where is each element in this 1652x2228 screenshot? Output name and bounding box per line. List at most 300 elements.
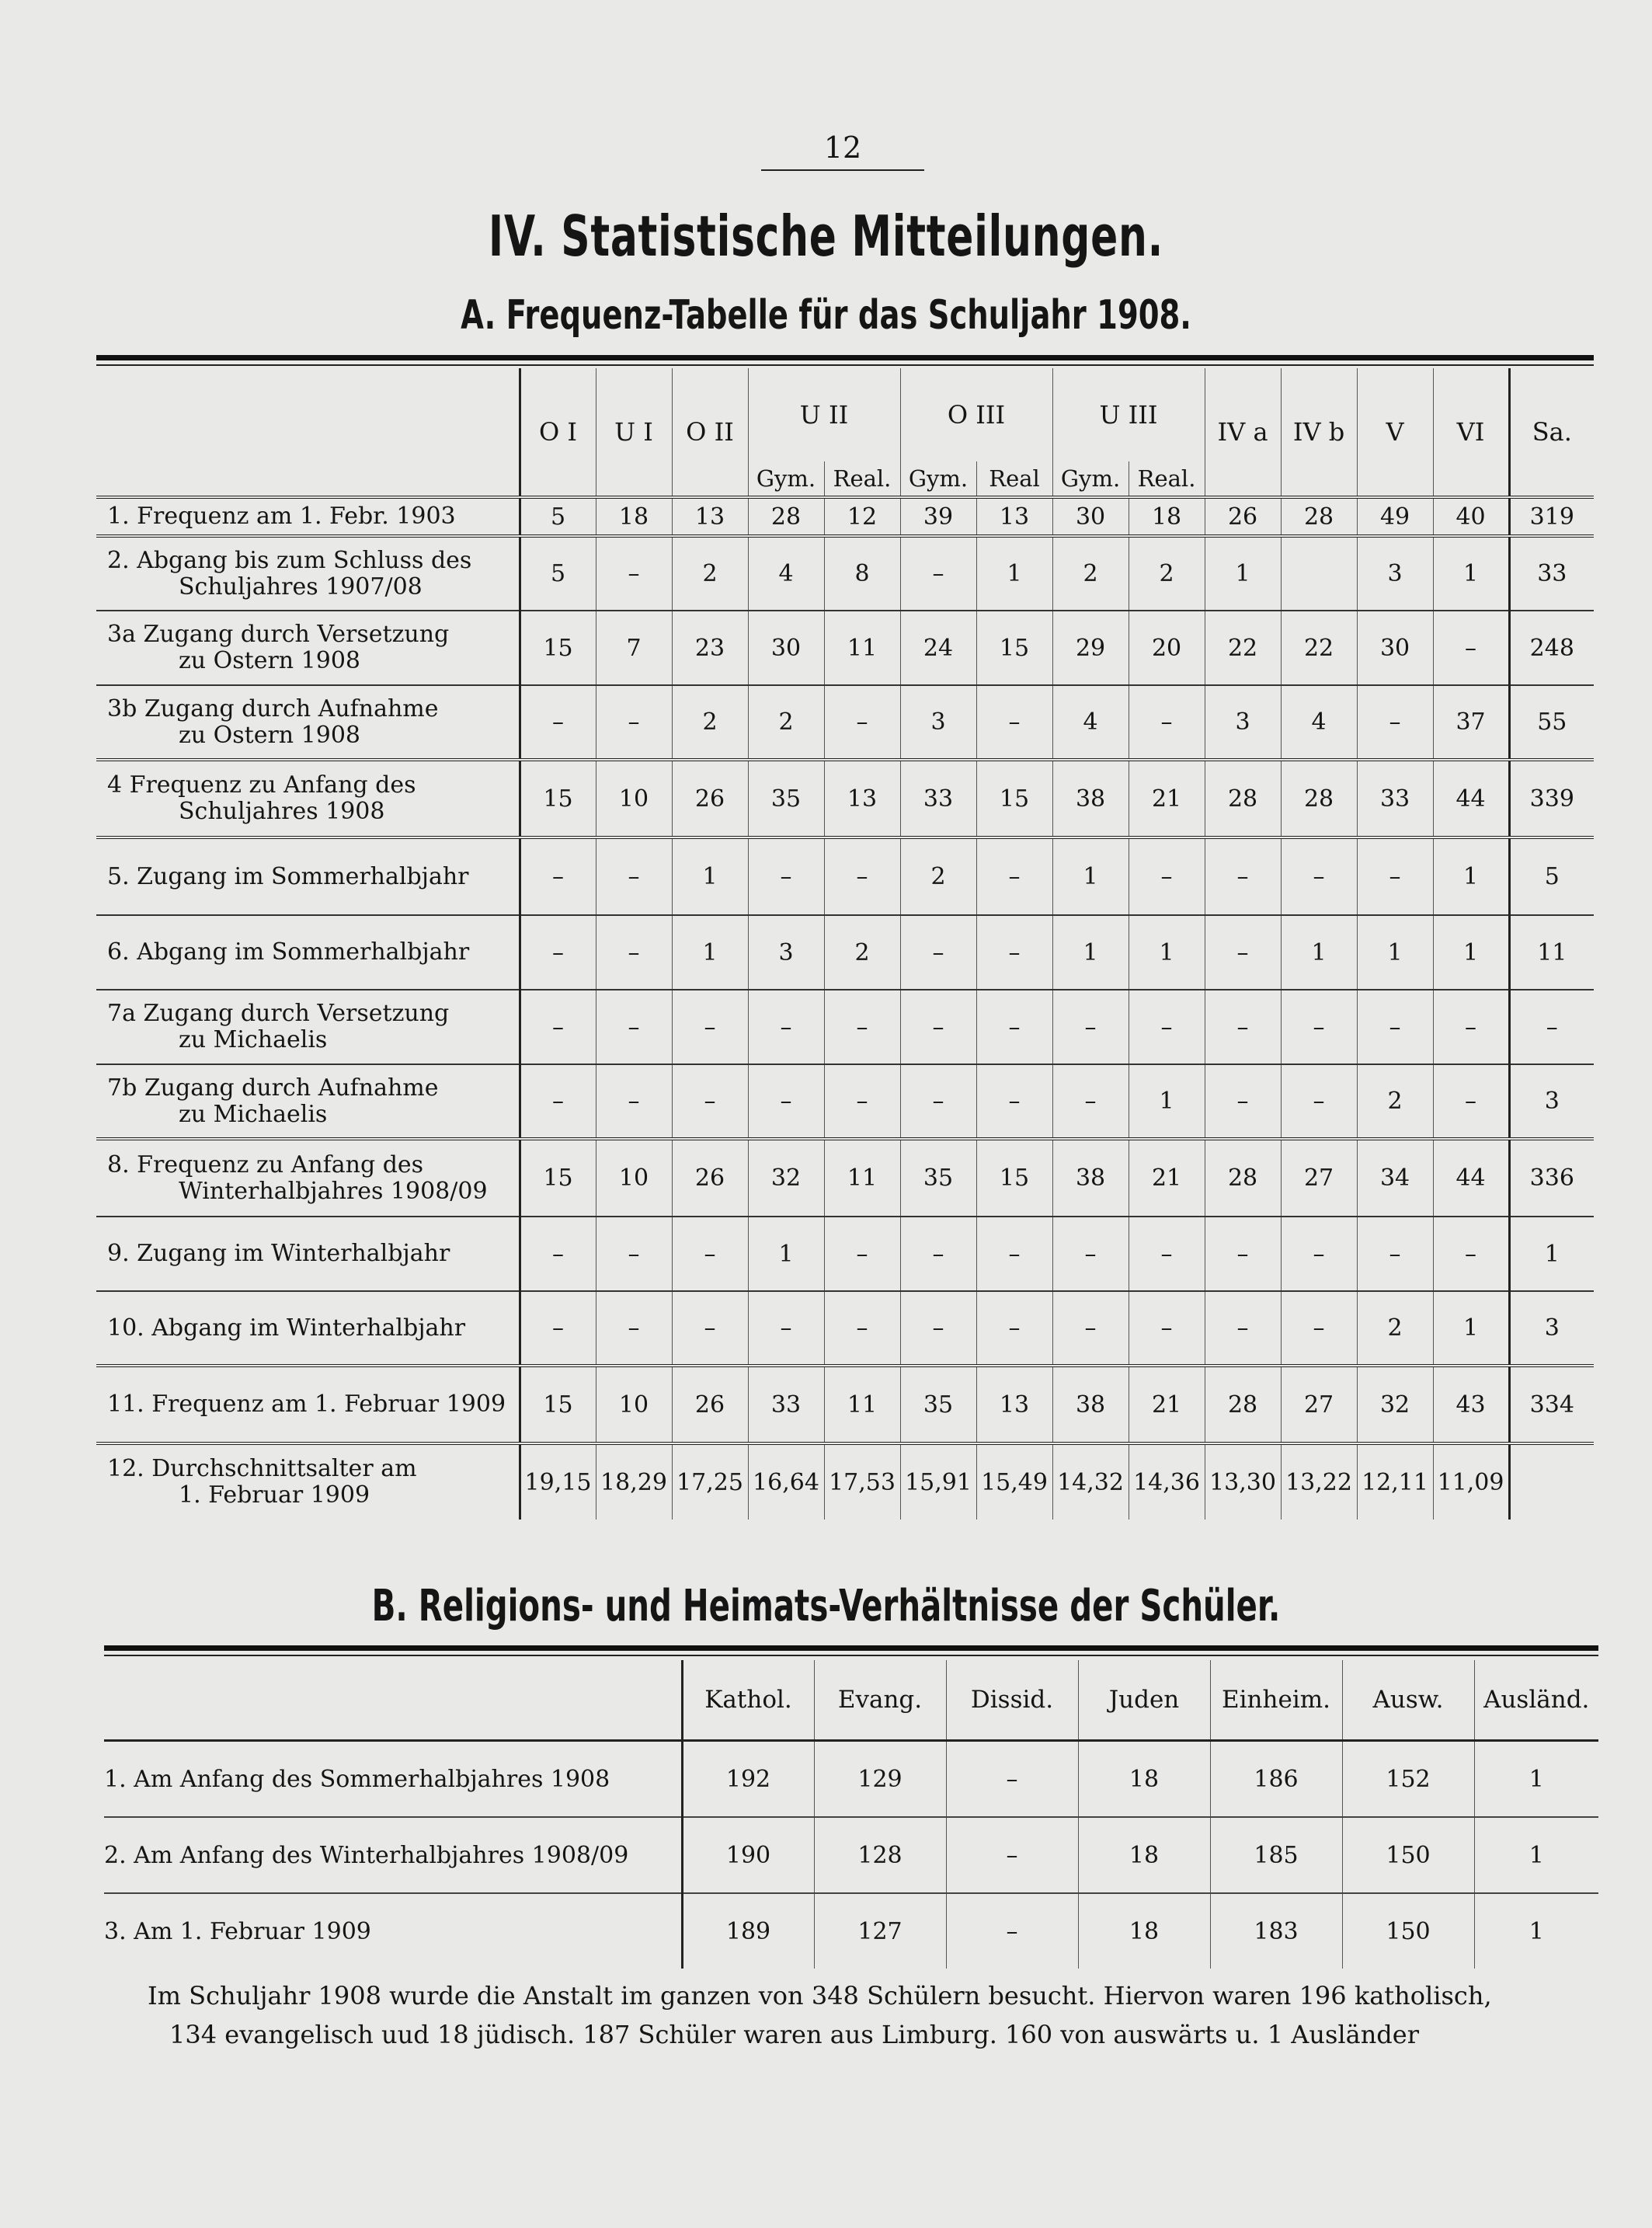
col-header: O III (900, 368, 1052, 461)
value-cell: – (824, 1291, 900, 1366)
row-label (96, 760, 520, 837)
table-row (96, 760, 1594, 837)
value-cell: – (976, 1291, 1052, 1366)
row-label (96, 1366, 520, 1443)
value-cell: 44 (1433, 1139, 1509, 1217)
value-cell: 15 (520, 760, 596, 837)
value-cell: 33 (900, 760, 976, 837)
value-cell: 1 (1474, 1741, 1598, 1818)
value-cell: – (748, 1291, 824, 1366)
value-cell: – (824, 1064, 900, 1139)
footnote-line-1: Im Schuljahr 1908 wurde die Anstalt im ganzen von 348 Schülern besucht. Hiervon waren 196 katholisch, (148, 1981, 1492, 2010)
row-label-line-2: zu Michaelis (179, 1026, 328, 1053)
row-label (96, 915, 520, 990)
value-cell: – (596, 915, 672, 990)
value-cell: 1 (1433, 1291, 1509, 1366)
col-header: Einheim. (1210, 1660, 1342, 1741)
row-label-line-2: Winterhalbjahres 1908/09 (179, 1177, 488, 1205)
page-number-rule (761, 169, 924, 171)
value-cell: 13 (976, 1366, 1052, 1443)
value-cell: 1 (1052, 837, 1129, 915)
value-cell: 27 (1281, 1366, 1357, 1443)
col-header: Evang. (814, 1660, 946, 1741)
value-cell: 1 (1474, 1817, 1598, 1893)
value-cell: – (1357, 837, 1433, 915)
value-cell: 34 (1357, 1139, 1433, 1217)
value-cell: 17,25 (672, 1443, 748, 1520)
value-cell: 35 (748, 760, 824, 837)
value-cell: 26 (672, 1366, 748, 1443)
value-cell: – (520, 915, 596, 990)
value-cell: 21 (1129, 1139, 1205, 1217)
total-cell: 3 (1509, 1291, 1594, 1366)
table-row (96, 915, 1594, 990)
row-label (96, 1217, 520, 1291)
value-cell: – (748, 990, 824, 1064)
section-b-heading: B. Religions- und Heimats-Verhältnisse der Schüler. (371, 1581, 1281, 1631)
row-label (96, 990, 520, 1064)
value-cell: 13 (672, 497, 748, 536)
value-cell: – (1129, 990, 1205, 1064)
table-row (96, 1366, 1594, 1443)
value-cell: 26 (672, 1139, 748, 1217)
row-label-line-1: 5. Zugang im Sommerhalbjahr (107, 862, 469, 890)
value-cell: 10 (596, 1366, 672, 1443)
subcol-header: Gym. (1052, 461, 1129, 497)
value-cell: 2 (672, 685, 748, 760)
col-header: Ausw. (1342, 1660, 1474, 1741)
row-label (96, 1291, 520, 1366)
value-cell: – (1281, 837, 1357, 915)
row-label-line-1: 10. Abgang im Winterhalbjahr (107, 1314, 466, 1342)
value-cell: 35 (900, 1366, 976, 1443)
value-cell: 4 (748, 536, 824, 611)
row-label (96, 1139, 520, 1217)
value-cell: 1 (1205, 536, 1281, 611)
value-cell: – (824, 685, 900, 760)
value-cell: 1 (1357, 915, 1433, 990)
col-header: U I (596, 368, 672, 497)
value-cell: 13,30 (1205, 1443, 1281, 1520)
value-cell: 2 (1129, 536, 1205, 611)
section-b-top-thin-rule (104, 1655, 1598, 1656)
value-cell: 15 (520, 1139, 596, 1217)
value-cell: 14,36 (1129, 1443, 1205, 1520)
value-cell: 11 (824, 611, 900, 685)
value-cell: 18 (1078, 1893, 1210, 1969)
value-cell: 22 (1281, 611, 1357, 685)
value-cell: 49 (1357, 497, 1433, 536)
row-label (96, 611, 520, 685)
total-cell: 339 (1509, 760, 1594, 837)
table-row (104, 1741, 1598, 1818)
value-cell: – (1052, 990, 1129, 1064)
value-cell: 4 (1052, 685, 1129, 760)
col-header-total: Sa. (1509, 368, 1594, 497)
col-header: IV b (1281, 368, 1357, 497)
table-row (96, 536, 1594, 611)
value-cell: – (596, 990, 672, 1064)
row-label (96, 536, 520, 611)
value-cell: 3 (748, 915, 824, 990)
value-cell: 186 (1210, 1741, 1342, 1818)
value-cell: – (1129, 1217, 1205, 1291)
value-cell: 1 (1129, 915, 1205, 990)
value-cell: – (520, 837, 596, 915)
value-cell: – (1433, 1064, 1509, 1139)
value-cell: 28 (1205, 760, 1281, 837)
value-cell: 2 (672, 536, 748, 611)
value-cell: – (900, 915, 976, 990)
subcol-header: Real (976, 461, 1052, 497)
value-cell: 150 (1342, 1893, 1474, 1969)
value-cell: – (976, 1064, 1052, 1139)
value-cell: – (520, 1217, 596, 1291)
total-cell: 334 (1509, 1366, 1594, 1443)
value-cell: 129 (814, 1741, 946, 1818)
section-a-top-thin-rule (96, 364, 1594, 366)
col-header: Ausländ. (1483, 1686, 1590, 1714)
value-cell: 2 (1357, 1064, 1433, 1139)
col-header: IV a (1205, 368, 1281, 497)
value-cell: – (976, 685, 1052, 760)
col-header: V (1357, 368, 1433, 497)
value-cell: 1 (1474, 1893, 1598, 1969)
row-label: 2. Am Anfang des Winterhalbjahres 1908/09 (104, 1817, 682, 1893)
footnote-line-2: 134 evangelisch uud 18 jüdisch. 187 Schüler waren aus Limburg. 160 von auswärts u. 1 Ausländer (169, 2020, 1420, 2049)
total-cell: 55 (1509, 685, 1594, 760)
value-cell: 15 (976, 1139, 1052, 1217)
value-cell: 39 (900, 497, 976, 536)
value-cell: 15 (976, 760, 1052, 837)
table-row (96, 990, 1594, 1064)
value-cell: 152 (1342, 1741, 1474, 1818)
value-cell: 2 (824, 915, 900, 990)
row-label-line-1: 3a Zugang durch Versetzung (107, 621, 450, 648)
value-cell: – (1129, 837, 1205, 915)
total-cell: 5 (1509, 837, 1594, 915)
value-cell: 22 (1205, 611, 1281, 685)
total-cell: 336 (1509, 1139, 1594, 1217)
value-cell: – (946, 1817, 1078, 1893)
value-cell: 26 (1205, 497, 1281, 536)
value-cell: – (1129, 1291, 1205, 1366)
value-cell: 7 (596, 611, 672, 685)
value-cell: 28 (1205, 1366, 1281, 1443)
value-cell: – (1052, 1217, 1129, 1291)
total-cell (1509, 1443, 1594, 1520)
table-row (96, 1064, 1594, 1139)
row-label-line-2: zu Ostern 1908 (179, 721, 361, 749)
value-cell: 33 (748, 1366, 824, 1443)
value-cell: 15 (976, 611, 1052, 685)
value-cell: – (976, 915, 1052, 990)
value-cell: – (596, 536, 672, 611)
value-cell: 19,15 (520, 1443, 596, 1520)
row-label-line-1: 3b Zugang durch Aufnahme (107, 695, 439, 722)
value-cell: 2 (1052, 536, 1129, 611)
value-cell: – (900, 990, 976, 1064)
row-label-line-2: 1. Februar 1909 (179, 1481, 370, 1509)
value-cell: – (520, 685, 596, 760)
value-cell: 11,09 (1433, 1443, 1509, 1520)
value-cell: 38 (1052, 1366, 1129, 1443)
table-row (96, 1443, 1594, 1520)
table-a-body (96, 497, 1594, 1520)
row-label: 1. Am Anfang des Sommerhalbjahres 1908 (104, 1741, 682, 1818)
value-cell: 30 (1052, 497, 1129, 536)
value-cell: – (976, 837, 1052, 915)
value-cell: 3 (1357, 536, 1433, 611)
value-cell: 13,22 (1281, 1443, 1357, 1520)
total-cell: 33 (1509, 536, 1594, 611)
value-cell: – (520, 990, 596, 1064)
value-cell: 1 (1433, 915, 1509, 990)
table-row (96, 1139, 1594, 1217)
value-cell: – (1052, 1291, 1129, 1366)
col-header: Kathol. (682, 1660, 814, 1741)
value-cell: 1 (1052, 915, 1129, 990)
value-cell: – (900, 536, 976, 611)
value-cell: 127 (814, 1893, 946, 1969)
value-cell: 11 (824, 1139, 900, 1217)
main-heading: IV. Statistische Mitteilungen. (488, 204, 1164, 269)
value-cell: – (672, 990, 748, 1064)
row-label: 3. Am 1. Februar 1909 (104, 1893, 682, 1969)
value-cell: 15 (520, 1366, 596, 1443)
value-cell: – (1205, 990, 1281, 1064)
value-cell (1281, 536, 1357, 611)
value-cell: 18 (1078, 1817, 1210, 1893)
value-cell: – (1281, 990, 1357, 1064)
value-cell: 1 (1433, 837, 1509, 915)
total-cell: 3 (1509, 1064, 1594, 1139)
value-cell: – (1281, 1291, 1357, 1366)
value-cell: 128 (814, 1817, 946, 1893)
value-cell: 35 (900, 1139, 976, 1217)
subcol-header: Gym. (900, 461, 976, 497)
value-cell: – (900, 1291, 976, 1366)
value-cell: 1 (748, 1217, 824, 1291)
value-cell: 1 (672, 837, 748, 915)
value-cell: 3 (900, 685, 976, 760)
value-cell: – (976, 990, 1052, 1064)
value-cell: 18,29 (596, 1443, 672, 1520)
table-b-header-row (104, 1660, 1598, 1741)
value-cell: 14,32 (1052, 1443, 1129, 1520)
col-header: VI (1433, 368, 1509, 497)
value-cell: 11 (824, 1366, 900, 1443)
total-cell: 1 (1509, 1217, 1594, 1291)
value-cell: – (672, 1291, 748, 1366)
value-cell: 29 (1052, 611, 1129, 685)
value-cell: 12,11 (1357, 1443, 1433, 1520)
section-a-top-rule (96, 355, 1594, 360)
value-cell: 1 (1129, 1064, 1205, 1139)
religion-home-table (104, 1660, 1598, 1969)
value-cell: 15,49 (976, 1443, 1052, 1520)
value-cell: 189 (682, 1893, 814, 1969)
table-row (96, 1217, 1594, 1291)
value-cell: – (672, 1217, 748, 1291)
value-cell: – (1433, 990, 1509, 1064)
value-cell: 33 (1357, 760, 1433, 837)
value-cell: – (946, 1741, 1078, 1818)
value-cell: 37 (1433, 685, 1509, 760)
value-cell: 150 (1342, 1817, 1474, 1893)
row-label-line-1: 9. Zugang im Winterhalbjahr (107, 1240, 450, 1267)
col-header: O I (520, 368, 596, 497)
table-row (104, 1817, 1598, 1893)
value-cell: – (1205, 837, 1281, 915)
value-cell: 2 (900, 837, 976, 915)
col-header: U III (1052, 368, 1205, 461)
section-a-heading: A. Frequenz-Tabelle für das Schuljahr 1908. (461, 292, 1191, 339)
table-row (96, 611, 1594, 685)
value-cell: 10 (596, 1139, 672, 1217)
row-label-line-2: Schuljahres 1908 (179, 798, 385, 825)
value-cell: 26 (672, 760, 748, 837)
value-cell: 13 (824, 760, 900, 837)
value-cell: 2 (748, 685, 824, 760)
summary-footnote (148, 1976, 1569, 2054)
total-cell: – (1509, 990, 1594, 1064)
value-cell: 43 (1433, 1366, 1509, 1443)
value-cell: – (748, 1064, 824, 1139)
value-cell: – (1281, 1064, 1357, 1139)
col-header: Juden (1078, 1660, 1210, 1741)
value-cell: 23 (672, 611, 748, 685)
value-cell: – (596, 1291, 672, 1366)
header-blank (104, 1660, 682, 1741)
value-cell: – (596, 1217, 672, 1291)
subcol-header: Gym. (748, 461, 824, 497)
value-cell: 13 (976, 497, 1052, 536)
value-cell: 30 (748, 611, 824, 685)
value-cell: – (976, 1217, 1052, 1291)
value-cell: 8 (824, 536, 900, 611)
row-label-line-1: 12. Durchschnittsalter am (107, 1455, 417, 1482)
col-header: O II (672, 368, 748, 497)
value-cell: 4 (1281, 685, 1357, 760)
page-number: 12 (823, 131, 862, 165)
table-row (96, 685, 1594, 760)
value-cell: – (520, 1064, 596, 1139)
value-cell: – (1357, 685, 1433, 760)
value-cell: – (1205, 1291, 1281, 1366)
value-cell: 5 (520, 497, 596, 536)
value-cell: 40 (1433, 497, 1509, 536)
value-cell: 2 (1357, 1291, 1433, 1366)
frequency-table (96, 368, 1594, 1520)
table-row (96, 497, 1594, 536)
value-cell: – (1205, 1064, 1281, 1139)
row-label-line-2: zu Michaelis (179, 1100, 328, 1128)
value-cell: – (824, 837, 900, 915)
value-cell: 38 (1052, 1139, 1129, 1217)
value-cell: 1 (1433, 536, 1509, 611)
value-cell: 28 (1281, 760, 1357, 837)
value-cell: 12 (824, 497, 900, 536)
value-cell: 5 (520, 536, 596, 611)
value-cell: 32 (748, 1139, 824, 1217)
value-cell: 28 (1281, 497, 1357, 536)
table-row (104, 1893, 1598, 1969)
value-cell: 183 (1210, 1893, 1342, 1969)
value-cell: 192 (682, 1741, 814, 1818)
subcol-header: Real. (1129, 461, 1205, 497)
value-cell: 1 (976, 536, 1052, 611)
value-cell: – (596, 837, 672, 915)
table-a-header-row (96, 368, 1594, 461)
value-cell: 15,91 (900, 1443, 976, 1520)
value-cell: 20 (1129, 611, 1205, 685)
value-cell: 16,64 (748, 1443, 824, 1520)
header-blank (96, 368, 520, 497)
value-cell: 10 (596, 760, 672, 837)
row-label-line-1: 2. Abgang bis zum Schluss des (107, 546, 472, 574)
row-label-line-1: 7b Zugang durch Aufnahme (107, 1074, 439, 1102)
value-cell: 28 (748, 497, 824, 536)
value-cell: 1 (1281, 915, 1357, 990)
section-b-top-rule (104, 1645, 1598, 1651)
value-cell: – (672, 1064, 748, 1139)
value-cell: 1 (672, 915, 748, 990)
value-cell: 18 (596, 497, 672, 536)
value-cell: – (1205, 915, 1281, 990)
value-cell: 44 (1433, 760, 1509, 837)
value-cell: 17,53 (824, 1443, 900, 1520)
row-label-line-2: Schuljahres 1907/08 (179, 573, 423, 601)
table-b-body (104, 1741, 1598, 1969)
value-cell: – (1357, 1217, 1433, 1291)
row-label-line-1: 7a Zugang durch Versetzung (107, 1000, 450, 1027)
value-cell: 18 (1129, 497, 1205, 536)
value-cell: – (1205, 1217, 1281, 1291)
row-label (96, 497, 520, 536)
total-cell: 319 (1509, 497, 1594, 536)
row-label-line-1: 4 Frequenz zu Anfang des (107, 771, 416, 799)
row-label (96, 837, 520, 915)
value-cell: 21 (1129, 1366, 1205, 1443)
row-label-line-1: 11. Frequenz am 1. Februar 1909 (107, 1391, 506, 1418)
col-header: Dissid. (946, 1660, 1078, 1741)
table-row (96, 1291, 1594, 1366)
value-cell: – (1433, 1217, 1509, 1291)
row-label (96, 1064, 520, 1139)
value-cell: 15 (520, 611, 596, 685)
subcol-header: Real. (824, 461, 900, 497)
total-cell: 248 (1509, 611, 1594, 685)
value-cell: 28 (1205, 1139, 1281, 1217)
value-cell: 21 (1129, 760, 1205, 837)
row-label-line-1: 6. Abgang im Sommerhalbjahr (107, 938, 470, 966)
row-label (96, 685, 520, 760)
row-label-line-1: 8. Frequenz zu Anfang des (107, 1151, 424, 1178)
value-cell: – (748, 837, 824, 915)
table-row (96, 837, 1594, 915)
value-cell: 27 (1281, 1139, 1357, 1217)
value-cell: – (1281, 1217, 1357, 1291)
value-cell: – (1052, 1064, 1129, 1139)
value-cell: – (1357, 990, 1433, 1064)
value-cell: 18 (1078, 1741, 1210, 1818)
value-cell: 32 (1357, 1366, 1433, 1443)
value-cell: – (520, 1291, 596, 1366)
value-cell: – (900, 1064, 976, 1139)
row-label-line-2: zu Ostern 1908 (179, 647, 361, 674)
value-cell: – (824, 990, 900, 1064)
